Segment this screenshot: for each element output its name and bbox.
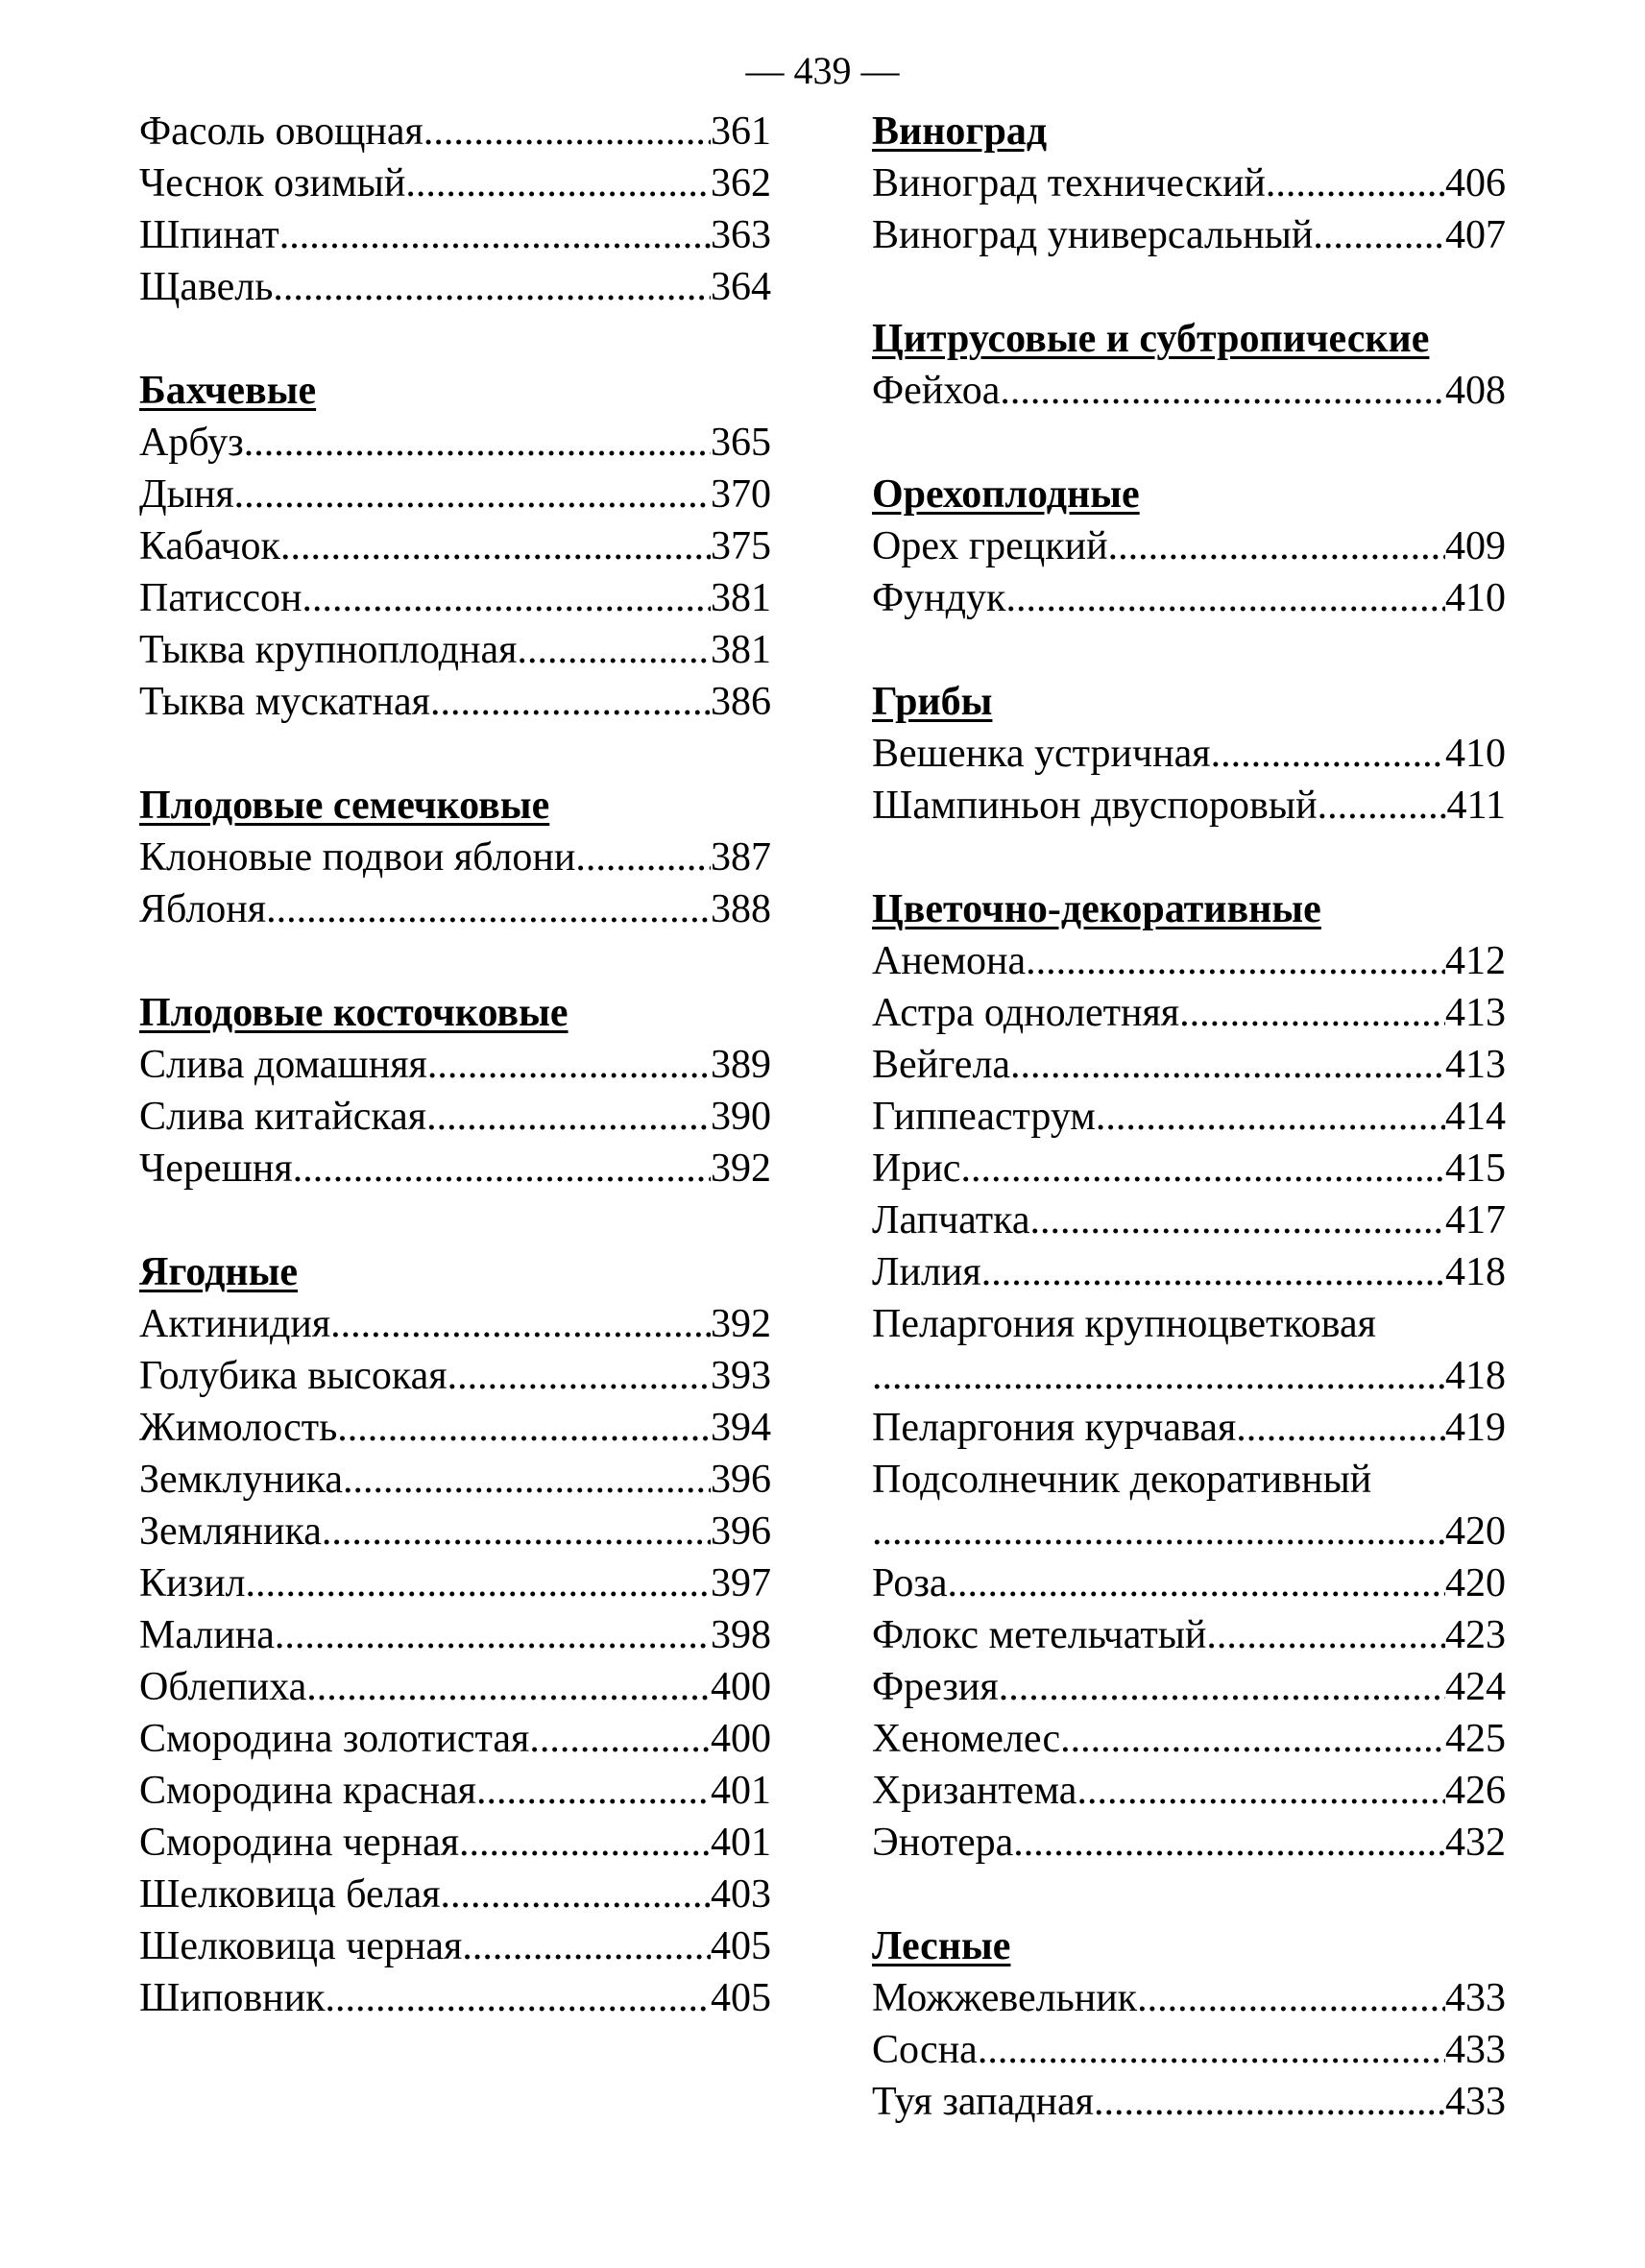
toc-entry-label: Слива домашняя <box>139 1043 427 1087</box>
toc-entry-label: Слива китайская <box>139 1095 427 1139</box>
toc-entry-label: Тыква крупноплодная <box>139 628 518 672</box>
toc-entry <box>139 1920 771 1972</box>
toc-entry-page: 381 <box>711 576 771 620</box>
toc-entry <box>139 1402 771 1454</box>
toc-entry-label: Кизил <box>139 1561 246 1605</box>
toc-section <box>139 780 771 935</box>
dot-leader <box>529 1713 711 1765</box>
toc-entry <box>139 624 771 676</box>
toc-entry <box>872 1557 1506 1609</box>
toc-entry-label: Смородина красная <box>139 1769 476 1813</box>
toc-entry-label: Шелковица черная <box>139 1924 463 1968</box>
section-heading: Ягодные <box>139 1250 299 1294</box>
toc-entry <box>872 1506 1506 1557</box>
dot-leader <box>948 1557 1445 1609</box>
toc-entry-label: Черешня <box>139 1146 293 1191</box>
toc-entry-page: 370 <box>711 472 771 517</box>
toc-section <box>139 365 771 728</box>
toc-entry-page: 400 <box>711 1665 771 1709</box>
toc-entry-page: 401 <box>711 1769 771 1813</box>
dot-leader <box>441 1869 711 1920</box>
toc-entry <box>872 365 1506 417</box>
toc-entry <box>139 1091 771 1143</box>
dot-leader <box>266 883 711 935</box>
toc-entry-page: 418 <box>1445 1354 1506 1398</box>
dot-leader <box>517 624 711 676</box>
toc-entry-page: 419 <box>1445 1406 1506 1450</box>
toc-entry <box>139 1609 771 1661</box>
toc-entry-label: Тыква мускатная <box>139 680 430 724</box>
toc-entry-label: Туя западная <box>872 2080 1094 2124</box>
toc-entry <box>139 1765 771 1817</box>
dot-leader <box>273 261 711 313</box>
toc-entry <box>872 728 1506 780</box>
toc-entry-page: 387 <box>711 835 771 880</box>
dot-leader <box>978 2024 1445 2076</box>
toc-entry <box>139 1661 771 1713</box>
toc-section <box>872 469 1506 624</box>
page-number: — 439 — <box>745 49 900 92</box>
toc-entry-page: 398 <box>711 1613 771 1657</box>
dot-leader <box>1010 1039 1445 1091</box>
toc-entry-page: 381 <box>711 628 771 672</box>
dot-leader <box>426 1091 711 1143</box>
toc-entry <box>139 1713 771 1765</box>
toc-entry-label: Энотера <box>872 1821 1014 1865</box>
dot-leader <box>279 209 711 261</box>
toc-entry-page: 411 <box>1446 784 1506 828</box>
dot-leader <box>405 157 711 209</box>
toc-entry <box>139 1869 771 1920</box>
toc-entry-page: 420 <box>1445 1509 1506 1554</box>
dot-leader <box>302 572 711 624</box>
toc-entry-label: Земклуника <box>139 1458 343 1502</box>
dot-leader <box>326 1972 711 2024</box>
toc-entry-label: Анемона <box>872 939 1027 983</box>
toc-entry-page: 425 <box>1445 1717 1506 1761</box>
toc-entry-page: 396 <box>711 1458 771 1502</box>
section-heading: Бахчевые <box>139 369 317 413</box>
toc-entry-label: Фундук <box>872 576 1006 620</box>
toc-entry-page: 394 <box>711 1406 771 1450</box>
toc-entry-label: Шампиньон двуспоровый <box>872 784 1318 828</box>
toc-entry-label: Фейхоа <box>872 369 1001 413</box>
toc-entry-label: Голубика высокая <box>139 1354 448 1398</box>
toc-entry-page: 396 <box>711 1509 771 1554</box>
dot-leader <box>244 417 711 469</box>
toc-entry <box>139 157 771 209</box>
toc-entry-label: Вешенка устричная <box>872 732 1211 776</box>
toc-entry-label: Орех грецкий <box>872 524 1108 568</box>
toc-entry-label: Жимолость <box>139 1406 338 1450</box>
toc-entry-page: 401 <box>711 1821 771 1865</box>
toc-entry-page: 433 <box>1445 2028 1506 2072</box>
toc-entry-page: 424 <box>1445 1665 1506 1709</box>
toc-entry-page: 408 <box>1445 369 1506 413</box>
toc-entry <box>139 1506 771 1557</box>
toc-entry-page: 433 <box>1445 1976 1506 2020</box>
toc-entry-page: 409 <box>1445 524 1506 568</box>
toc-entry <box>872 1609 1506 1661</box>
toc-entry <box>139 209 771 261</box>
toc-entry <box>872 1194 1506 1246</box>
toc-entry-page: 403 <box>711 1872 771 1917</box>
toc-entry <box>872 1972 1506 2024</box>
dot-leader <box>1318 780 1447 832</box>
section-heading: Лесные <box>872 1924 1011 1968</box>
dot-leader <box>1030 1194 1446 1246</box>
dot-leader <box>1206 1609 1445 1661</box>
toc-entry-page: 361 <box>711 109 771 154</box>
toc-entry-page: 412 <box>1445 939 1506 983</box>
toc-entry <box>872 1402 1506 1454</box>
toc-entry-label: Лапчатка <box>872 1198 1030 1243</box>
toc-entry <box>139 1039 771 1091</box>
toc-entry-label: Фасоль овощная <box>139 109 423 154</box>
dot-leader <box>343 1454 711 1506</box>
dot-leader <box>448 1350 711 1402</box>
toc-entry-page: 414 <box>1445 1095 1506 1139</box>
dot-leader <box>1096 1091 1445 1143</box>
toc-entry-label: Арбуз <box>139 421 244 465</box>
toc-entry <box>872 780 1506 832</box>
toc-right-column <box>872 106 1506 2180</box>
toc-entry-page: 413 <box>1445 1043 1506 1087</box>
toc-entry-label: Виноград универсальный <box>872 213 1314 257</box>
toc-entry-page: 410 <box>1445 732 1506 776</box>
toc-entry-page: 389 <box>711 1043 771 1087</box>
toc-entry-label: Смородина золотистая <box>139 1717 530 1761</box>
toc-entry <box>872 1246 1506 1298</box>
toc-entry-page: 413 <box>1445 991 1506 1035</box>
toc-entry <box>139 1817 771 1869</box>
dot-leader <box>330 1298 711 1350</box>
dot-leader <box>1313 209 1445 261</box>
section-heading: Орехоплодные <box>872 472 1140 517</box>
dot-leader <box>423 106 711 157</box>
section-heading: Виноград <box>872 109 1048 154</box>
toc-entry <box>139 1972 771 2024</box>
toc-entry-page: 364 <box>711 265 771 309</box>
toc-entry-label: Щавель <box>139 265 274 309</box>
dot-leader <box>1060 1713 1445 1765</box>
toc-entry-page: 407 <box>1445 213 1506 257</box>
toc-entry <box>872 2024 1506 2076</box>
toc-entry-page: 400 <box>711 1717 771 1761</box>
toc-entry-label: Роза <box>872 1561 948 1605</box>
section-heading: Плодовые косточковые <box>139 991 568 1035</box>
toc-entry <box>872 987 1506 1039</box>
dot-leader <box>1026 935 1445 987</box>
toc-entry-label: Смородина черная <box>139 1821 460 1865</box>
toc-entry-page: 405 <box>711 1976 771 2020</box>
toc-entry-page: 426 <box>1445 1769 1506 1813</box>
dot-leader <box>1211 728 1445 780</box>
toc-entry <box>872 1350 1506 1402</box>
toc-entry-page: 362 <box>711 161 771 205</box>
toc-entry-label: Виноград технический <box>872 161 1266 205</box>
dot-leader <box>337 1402 711 1454</box>
toc-entry-page: 415 <box>1445 1146 1506 1191</box>
toc-entry <box>139 1454 771 1506</box>
dot-leader <box>1000 365 1445 417</box>
toc-entry <box>872 2076 1506 2128</box>
dot-leader <box>462 1920 711 1972</box>
toc-entry <box>139 520 771 572</box>
section-heading: Грибы <box>872 680 993 724</box>
toc-entry <box>872 1661 1506 1713</box>
dot-leader <box>427 1039 711 1091</box>
dot-leader <box>1077 1765 1445 1817</box>
toc-entry <box>139 676 771 728</box>
toc-entry-label: Астра однолетняя <box>872 991 1180 1035</box>
toc-entry-label: Чеснок озимый <box>139 161 406 205</box>
toc-entry <box>139 832 771 883</box>
toc-entry-page: 388 <box>711 887 771 931</box>
toc-entry-page: 363 <box>711 213 771 257</box>
toc-section <box>872 676 1506 832</box>
toc-entry <box>139 106 771 157</box>
dot-leader <box>872 1506 1445 1557</box>
toc-section <box>872 883 1506 1869</box>
dot-leader <box>1005 572 1445 624</box>
toc-entry <box>872 1143 1506 1194</box>
dot-leader <box>306 1661 711 1713</box>
dot-leader <box>293 1143 711 1194</box>
toc-entry-label: Патиссон <box>139 576 302 620</box>
toc-entry-page: 386 <box>711 680 771 724</box>
toc-entry-label: Яблоня <box>139 887 267 931</box>
toc-entry-label: Кабачок <box>139 524 280 568</box>
toc-entry <box>139 1557 771 1609</box>
toc-entry <box>872 520 1506 572</box>
toc-section <box>139 106 771 313</box>
toc-entry <box>139 261 771 313</box>
dot-leader <box>1013 1817 1445 1869</box>
toc-entry <box>139 469 771 520</box>
section-heading: Плодовые семечковые <box>139 784 550 828</box>
toc-entry <box>872 1091 1506 1143</box>
toc-section <box>139 987 771 1194</box>
toc-entry-label: Подсолнечник декоративный <box>872 1458 1372 1502</box>
toc-entry <box>139 1298 771 1350</box>
dot-leader <box>575 832 711 883</box>
toc-entry <box>872 935 1506 987</box>
dot-leader <box>275 1609 711 1661</box>
toc-entry-label: Сосна <box>872 2028 978 2072</box>
dot-leader <box>430 676 711 728</box>
dot-leader <box>234 469 711 520</box>
dot-leader <box>960 1143 1445 1194</box>
dot-leader <box>476 1765 711 1817</box>
toc-entry-page: 392 <box>711 1302 771 1346</box>
section-heading: Цветочно-декоративные <box>872 887 1321 931</box>
dot-leader <box>459 1817 711 1869</box>
toc-entry-label: Земляника <box>139 1509 322 1554</box>
toc-entry-label: Актинидия <box>139 1302 331 1346</box>
toc-entry-label: Шелковица белая <box>139 1872 441 1917</box>
toc-section <box>139 1246 771 2024</box>
toc-entry-page: 410 <box>1445 576 1506 620</box>
toc-entry-label: Шпинат <box>139 213 279 257</box>
toc-entry-label: Облепиха <box>139 1665 307 1709</box>
toc-entry-page: 432 <box>1445 1821 1506 1865</box>
dot-leader <box>322 1506 711 1557</box>
dot-leader <box>1108 520 1445 572</box>
toc-entry-label: Пеларгония курчавая <box>872 1406 1237 1450</box>
toc-entry <box>872 1713 1506 1765</box>
toc-entry-page: 418 <box>1445 1250 1506 1294</box>
dot-leader <box>246 1557 711 1609</box>
toc-entry-page: 393 <box>711 1354 771 1398</box>
toc-entry-page: 375 <box>711 524 771 568</box>
dot-leader <box>999 1661 1445 1713</box>
toc-entry-page: 397 <box>711 1561 771 1605</box>
dot-leader <box>1094 2076 1445 2128</box>
toc-entry-label: Фрезия <box>872 1665 999 1709</box>
toc-entry <box>872 157 1506 209</box>
dot-leader <box>1236 1402 1445 1454</box>
toc-entry-label: Клоновые подвои яблони <box>139 835 576 880</box>
dot-leader <box>280 520 711 572</box>
toc-entry <box>139 1350 771 1402</box>
toc-entry-label: Дыня <box>139 472 234 517</box>
toc-entry-label: Пеларгония крупноцветковая <box>872 1302 1376 1346</box>
section-heading: Цитрусовые и субтропические <box>872 317 1430 361</box>
toc-entry <box>872 1817 1506 1869</box>
toc-entry-page: 417 <box>1445 1198 1506 1243</box>
toc-entry-page: 433 <box>1445 2080 1506 2124</box>
toc-entry-page: 365 <box>711 421 771 465</box>
toc-entry-label: Гиппеаструм <box>872 1095 1096 1139</box>
toc-entry-label: Лилия <box>872 1250 981 1294</box>
dot-leader <box>1266 157 1445 209</box>
toc-entry <box>872 1039 1506 1091</box>
dot-leader <box>981 1246 1445 1298</box>
toc-entry <box>139 417 771 469</box>
toc-section <box>872 1920 1506 2128</box>
toc-entry-label: Шиповник <box>139 1976 326 2020</box>
toc-entry-page: 420 <box>1445 1561 1506 1605</box>
toc-entry-page: 392 <box>711 1146 771 1191</box>
dot-leader <box>872 1350 1445 1402</box>
toc-entry-label: Хеномелес <box>872 1717 1061 1761</box>
toc-entry-page: 423 <box>1445 1613 1506 1657</box>
toc-entry <box>139 1143 771 1194</box>
toc-entry <box>872 1765 1506 1817</box>
toc-entry-label: Хризантема <box>872 1769 1077 1813</box>
dot-leader <box>1137 1972 1445 2024</box>
toc-entry <box>872 209 1506 261</box>
toc-entry-page: 390 <box>711 1095 771 1139</box>
toc-left-column <box>139 106 771 2076</box>
toc-section <box>872 106 1506 261</box>
dot-leader <box>1179 987 1445 1039</box>
toc-entry <box>139 883 771 935</box>
toc-entry-label: Вейгела <box>872 1043 1011 1087</box>
toc-entry-page: 406 <box>1445 161 1506 205</box>
toc-entry <box>872 572 1506 624</box>
toc-entry-page: 405 <box>711 1924 771 1968</box>
toc-entry-label: Малина <box>139 1613 275 1657</box>
toc-entry-label: Ирис <box>872 1146 961 1191</box>
toc-section <box>872 313 1506 417</box>
toc-entry-label: Можжевельник <box>872 1976 1138 2020</box>
toc-entry <box>139 572 771 624</box>
toc-entry-label: Флокс метельчатый <box>872 1613 1207 1657</box>
